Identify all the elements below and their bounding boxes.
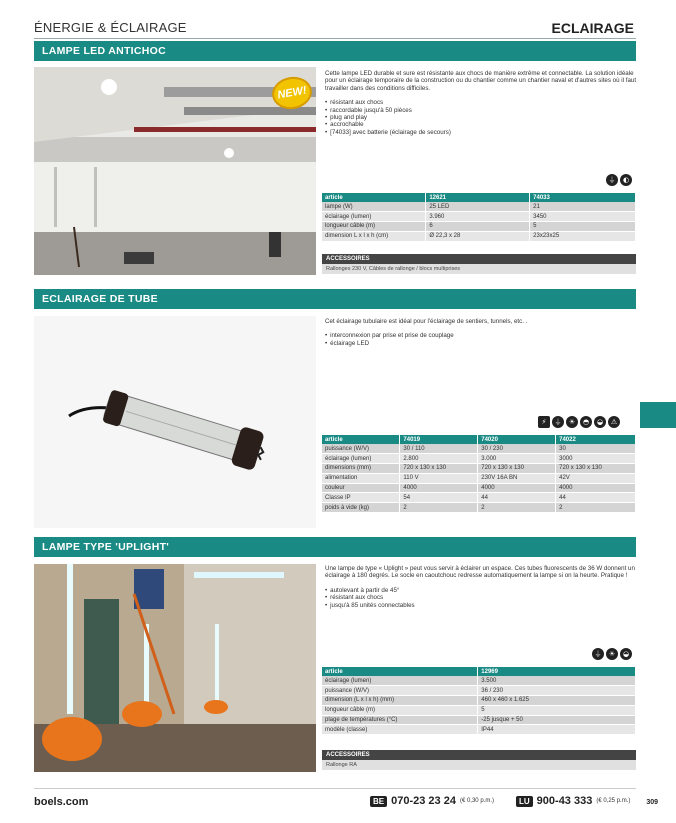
table-cell: 230V 16A BN (478, 473, 556, 483)
description-text: Cette lampe LED durable et sure est résistante aux chocs de manière extrême et connectable. La solution idéale pour un éclairage temporaire de la construction ou du chantier comme un chantier naval et d'autres sites où il faut travailler dans des conditions difficiles. (325, 70, 637, 92)
table-cell: 5 (530, 222, 636, 232)
table-cell: 110 V (400, 473, 478, 483)
phone-number-lu[interactable]: 900-43 333 (536, 795, 593, 807)
uplight-spec-table (322, 667, 636, 735)
table-cell: 6 (426, 222, 530, 232)
tube-light-icons (538, 416, 620, 428)
tube-light-description (325, 318, 637, 347)
header-divider (34, 38, 636, 39)
table-cell: alimentation (322, 473, 400, 483)
table-cell: couleur (322, 483, 400, 493)
table-row (322, 715, 636, 725)
table-cell: 3450 (530, 212, 636, 222)
table-row (322, 473, 636, 483)
phone-rate-be: (€ 0,30 p.m.) (459, 798, 494, 804)
table-cell: 4000 (400, 483, 478, 493)
table-header: article (322, 435, 400, 444)
led-lamp-description (325, 70, 637, 136)
table-cell: dimension L x l x h (cm) (322, 231, 426, 241)
ip-rating-icon: ⚠ (608, 416, 620, 428)
footer-divider (34, 788, 636, 789)
battery-icon: ◐ (620, 174, 632, 186)
uplight-photo (34, 564, 316, 772)
table-cell: 30 / 230 (478, 444, 556, 454)
table-row (322, 444, 636, 454)
table-cell: puissance (W/V) (322, 686, 478, 696)
feature-item: • résistant aux chocs (325, 99, 637, 106)
table-cell: longueur câble (m) (322, 705, 478, 715)
table-cell: 720 x 130 x 130 (478, 464, 556, 474)
table-cell: 4000 (478, 483, 556, 493)
table-header-row (322, 435, 636, 444)
led-lamp-icons (606, 174, 632, 186)
plug-icon: ⏚ (606, 174, 618, 186)
table-row (322, 686, 636, 696)
table-header: 12969 (478, 667, 636, 676)
table-cell: puissance (W/V) (322, 444, 400, 454)
table-cell: éclairage (lumen) (322, 454, 400, 464)
table-cell: 2 (400, 503, 478, 513)
table-row (322, 493, 636, 503)
table-cell: lampe (W) (322, 202, 426, 212)
table-row (322, 696, 636, 706)
table-cell: dimensions (mm) (322, 464, 400, 474)
table-cell: longueur câble (m) (322, 222, 426, 232)
country-code-lu: LU (516, 796, 533, 807)
table-cell: 30 (556, 444, 636, 454)
section-title-led-lamp: LAMPE LED ANTICHOC (34, 41, 636, 61)
feature-item: • autolevant à partir de 45° (325, 587, 637, 594)
uplight-icons (592, 648, 632, 660)
table-cell: 44 (556, 493, 636, 503)
section-title-uplight: LAMPE TYPE 'UPLIGHT' (34, 537, 636, 557)
table-cell: 3.500 (478, 676, 636, 686)
plug-icon: ⏚ (552, 416, 564, 428)
feature-list (325, 332, 637, 347)
table-cell: 42V (556, 473, 636, 483)
table-header: 74022 (556, 435, 636, 444)
table-cell: 4000 (556, 483, 636, 493)
table-row (322, 231, 636, 241)
table-cell: Ø 22,3 x 28 (426, 231, 530, 241)
phone-lu (516, 795, 630, 807)
feature-list (325, 587, 637, 609)
table-cell: modèle (classe) (322, 725, 478, 735)
plug-icon: ⏚ (592, 648, 604, 660)
section-tab-marker (640, 402, 676, 428)
feature-item: • interconnexion par prise et prise de couplage (325, 332, 637, 339)
table-header: article (322, 193, 426, 202)
feature-item: • accrochable (325, 121, 637, 128)
accessories-text: Rallonges 230 V, Câbles de rallonge / blocs multiprises (322, 264, 636, 274)
voltage-icon: ⚡ (538, 416, 550, 428)
feature-item: • plug and play (325, 114, 637, 121)
table-cell: éclairage (lumen) (322, 212, 426, 222)
table-row (322, 705, 636, 715)
new-badge: NEW! (270, 74, 315, 112)
table-cell: Classe IP (322, 493, 400, 503)
country-code-be: BE (370, 796, 387, 807)
table-row (322, 454, 636, 464)
feature-item: • résistant aux chocs (325, 594, 637, 601)
table-cell: 720 x 130 x 130 (400, 464, 478, 474)
table-row (322, 676, 636, 686)
table-cell: 460 x 460 x 1.625 (478, 696, 636, 706)
table-header: 74019 (400, 435, 478, 444)
table-header: article (322, 667, 478, 676)
light-icon: ☀ (566, 416, 578, 428)
description-text: Cet éclairage tubulaire est idéal pour l'éclairage de sentiers, tunnels, etc. . (325, 318, 528, 325)
table-cell: 36 / 230 (478, 686, 636, 696)
table-cell: 23x23x25 (530, 231, 636, 241)
feature-list (325, 99, 637, 136)
uplight-description (325, 565, 637, 609)
table-row (322, 222, 636, 232)
table-header-row (322, 193, 636, 202)
table-cell: poids à vide (kg) (322, 503, 400, 513)
table-cell: 3000 (556, 454, 636, 464)
table-header: 12621 (426, 193, 530, 202)
helmet-icon: ◓ (580, 416, 592, 428)
light-icon: ☀ (606, 648, 618, 660)
table-row (322, 464, 636, 474)
table-cell: éclairage (lumen) (322, 676, 478, 686)
table-cell: 44 (478, 493, 556, 503)
category-label: ÉNERGIE & ÉCLAIRAGE (34, 20, 187, 35)
table-cell: 2 (556, 503, 636, 513)
table-row (322, 725, 636, 735)
feature-item: • éclairage LED (325, 340, 637, 347)
phone-be (370, 795, 494, 807)
table-cell: 3.000 (478, 454, 556, 464)
table-cell: 5 (478, 705, 636, 715)
accessories-text: Rallonge RA (322, 760, 636, 770)
table-cell: dimension (L x l x h) (mm) (322, 696, 478, 706)
feature-item: • [74033] avec batterie (éclairage de secours) (325, 129, 637, 136)
page-title: ECLAIRAGE (551, 20, 634, 36)
table-row (322, 202, 636, 212)
phone-rate-lu: (€ 0,25 p.m.) (596, 798, 631, 804)
tube-light-photo (34, 316, 316, 528)
table-row (322, 212, 636, 222)
weather-icon: ◒ (594, 416, 606, 428)
table-row (322, 503, 636, 513)
table-cell: 25 LED (426, 202, 530, 212)
accessories-header: ACCESSOIRES (322, 254, 636, 264)
table-cell: 21 (530, 202, 636, 212)
weather-icon: ◒ (620, 648, 632, 660)
led-lamp-spec-table (322, 193, 636, 242)
feature-item: • jusqu'à 85 unités connectables (325, 602, 637, 609)
feature-item: • raccordable jusqu'à 50 pièces (325, 107, 637, 114)
tube-light-spec-table (322, 435, 636, 513)
table-cell: 54 (400, 493, 478, 503)
table-row (322, 483, 636, 493)
table-cell: IP44 (478, 725, 636, 735)
table-cell: 2 (478, 503, 556, 513)
table-header-row (322, 667, 636, 676)
website-link[interactable]: boels.com (34, 796, 89, 808)
table-header: 74033 (530, 193, 636, 202)
table-cell: 30 / 110 (400, 444, 478, 454)
table-cell: 720 x 130 x 130 (556, 464, 636, 474)
description-text: Une lampe de type « Uplight » peut vous servir à éclairer un espace. Ces tubes fluorescents de 36 W donnent un éclairage à 180 degrés. Le socle en caoutchouc redresse automatiquement la lampe si on la heurte. Pratique ! (325, 565, 635, 580)
table-cell: plage de températures (°C) (322, 715, 478, 725)
accessories-header: ACCESSOIRES (322, 750, 636, 760)
phone-number-be[interactable]: 070-23 23 24 (391, 795, 456, 807)
section-title-tube-light: ECLAIRAGE DE TUBE (34, 289, 636, 309)
table-cell: -25 jusque + 50 (478, 715, 636, 725)
table-cell: 2.800 (400, 454, 478, 464)
table-header: 74020 (478, 435, 556, 444)
table-cell: 3.960 (426, 212, 530, 222)
page-number: 309 (646, 799, 658, 806)
